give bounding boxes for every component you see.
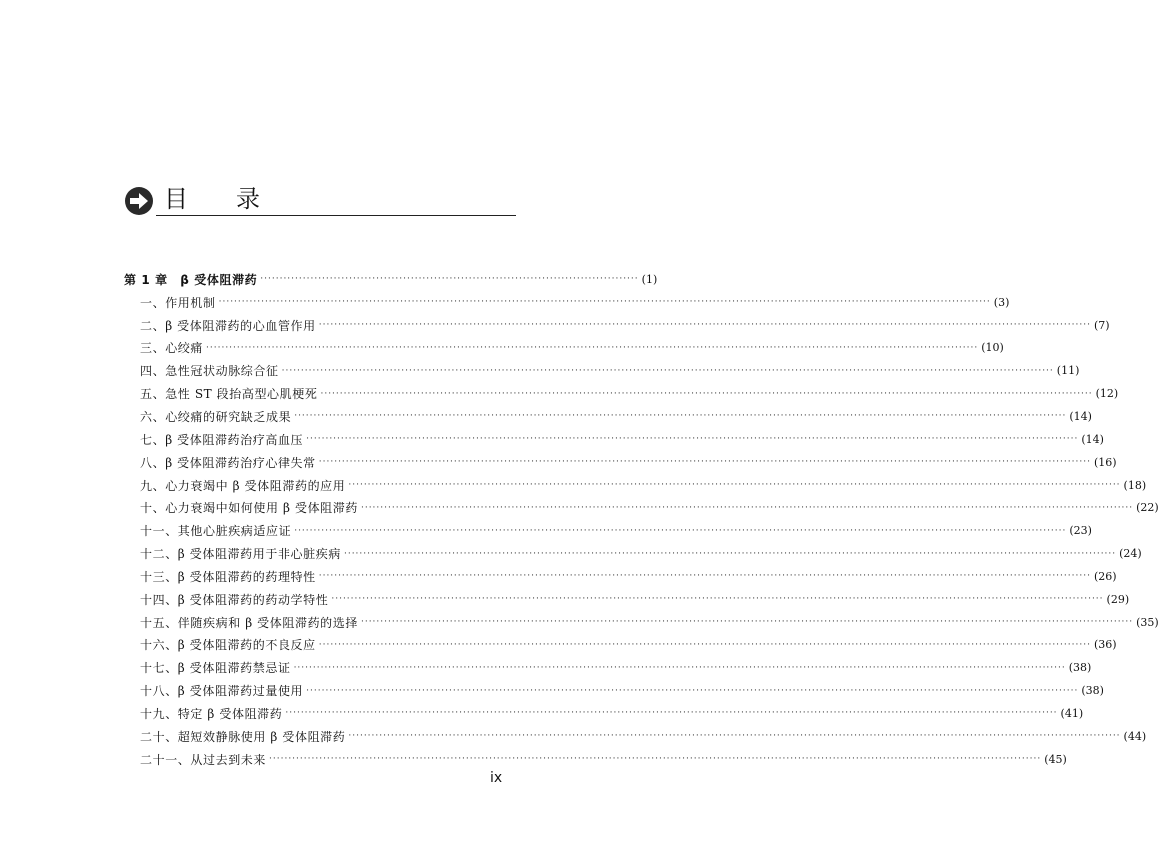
entry-label: 二十、超短效静脉使用 β 受体阻滞药 <box>140 729 346 744</box>
dot-leader: ········································································································································································································ <box>348 480 1121 491</box>
dot-leader: ········································································································································································································ <box>348 731 1121 742</box>
page-number: (12) <box>1095 387 1119 401</box>
toc-entry-row[interactable] <box>124 588 1130 611</box>
page-number: (16) <box>1093 455 1117 469</box>
toc-entry-row[interactable] <box>124 474 1147 497</box>
dot-leader: ········································································································································································································ <box>285 708 1058 719</box>
toc-entry-row[interactable] <box>124 314 1110 337</box>
dot-leader: ········································································································································································································ <box>331 594 1104 605</box>
page-number: (11) <box>1056 364 1080 378</box>
page-number: (24) <box>1119 547 1142 561</box>
toc-entry-row[interactable] <box>124 725 1147 748</box>
chapter-label: 第 1 章 β 受体阻滞药 <box>124 272 258 287</box>
entry-label: 十二、β 受体阻滞药用于非心脏疾病 <box>140 547 341 562</box>
toc-heading <box>124 184 516 218</box>
dot-leader: ········································································································································································································ <box>281 365 1054 376</box>
page-number: (18) <box>1123 478 1147 492</box>
entry-label: 二、β 受体阻滞药的心血管作用 <box>140 318 316 333</box>
page-number: (3) <box>993 295 1010 309</box>
dot-leader: ········································································································································································································ <box>269 754 1042 765</box>
entry-label: 一、作用机制 <box>140 295 216 310</box>
toc-list <box>124 268 1159 771</box>
toc-entry-row[interactable] <box>124 519 1092 542</box>
dot-leader: ········································································································································································································ <box>360 617 1134 628</box>
page-number: (7) <box>1093 318 1110 332</box>
toc-entry-row[interactable] <box>124 634 1117 657</box>
toc-entry-row[interactable] <box>124 679 1104 702</box>
entry-label: 七、β 受体阻滞药治疗高血压 <box>140 432 304 447</box>
entry-label: 五、急性 ST 段抬高型心肌梗死 <box>140 387 318 402</box>
entry-label: 十四、β 受体阻滞药的药动学特性 <box>140 592 329 607</box>
dot-leader: ········································································································································································································ <box>206 342 979 353</box>
dot-leader: ········································································································································································································ <box>318 457 1091 468</box>
heading-char-1: 目 <box>164 185 188 213</box>
page-number: (26) <box>1093 569 1117 583</box>
entry-label: 六、心绞痛的研究缺乏成果 <box>140 409 292 424</box>
dot-leader: ········································································································································································································ <box>218 297 991 308</box>
page-folio: ix <box>490 770 503 786</box>
toc-chapter-row[interactable] <box>124 268 658 291</box>
dot-leader: ········································································································································································································ <box>318 571 1091 582</box>
toc-entry-row[interactable] <box>124 428 1104 451</box>
toc-entry-row[interactable] <box>124 611 1159 634</box>
page-number: (41) <box>1060 706 1084 720</box>
entry-label: 十六、β 受体阻滞药的不良反应 <box>140 638 316 653</box>
heading-char-2: 录 <box>236 185 260 213</box>
entry-label: 十七、β 受体阻滞药禁忌证 <box>140 661 291 676</box>
dot-leader: ········································································································································································································ <box>343 548 1117 559</box>
entry-label: 十三、β 受体阻滞药的药理特性 <box>140 569 316 584</box>
page-number: (36) <box>1093 638 1117 652</box>
toc-entry-row[interactable] <box>124 565 1117 588</box>
page-number: (22) <box>1136 501 1159 515</box>
toc-entry-row[interactable] <box>124 702 1084 725</box>
entry-label: 十一、其他心脏疾病适应证 <box>140 524 292 539</box>
page-number: (10) <box>981 341 1004 355</box>
entry-label: 四、急性冠状动脉综合征 <box>140 364 279 379</box>
page-number: (14) <box>1069 409 1092 423</box>
page-number: (38) <box>1068 661 1092 675</box>
toc-entry-row[interactable] <box>124 291 1010 314</box>
dot-leader: ········································································································································································································ <box>318 639 1091 650</box>
entry-label: 八、β 受体阻滞药治疗心律失常 <box>140 455 316 470</box>
dot-leader: ········································································································································································································ <box>318 320 1091 331</box>
toc-entry-row[interactable] <box>124 359 1080 382</box>
toc-entry-row[interactable] <box>124 337 1004 360</box>
toc-entry-row[interactable] <box>124 748 1067 771</box>
page-number: (38) <box>1081 684 1104 698</box>
dot-leader: ········································································································································································································ <box>293 662 1066 673</box>
entry-label: 十、心力衰竭中如何使用 β 受体阻滞药 <box>140 501 358 516</box>
page-number: (1) <box>641 272 658 286</box>
entry-label: 二十一、从过去到未来 <box>140 752 267 767</box>
toc-entry-row[interactable] <box>124 496 1159 519</box>
page-number: (14) <box>1081 432 1104 446</box>
dot-leader: ········································································································································································································ <box>320 388 1093 399</box>
page-number: (29) <box>1106 592 1130 606</box>
page-number: (23) <box>1069 524 1092 538</box>
toc-entry-row[interactable] <box>124 405 1092 428</box>
entry-label: 九、心力衰竭中 β 受体阻滞药的应用 <box>140 478 346 493</box>
dot-leader: ········································································································································································································ <box>294 411 1067 422</box>
entry-label: 三、心绞痛 <box>140 341 204 356</box>
toc-entry-row[interactable] <box>124 451 1117 474</box>
toc-entry-row[interactable] <box>124 656 1092 679</box>
page-number: (45) <box>1044 752 1067 766</box>
entry-label: 十九、特定 β 受体阻滞药 <box>140 706 283 721</box>
page-number: (35) <box>1136 615 1159 629</box>
heading-rule <box>156 215 516 216</box>
page-number: (44) <box>1123 729 1147 743</box>
arrow-right-icon <box>124 186 154 216</box>
dot-leader: ········································································································································································································ <box>360 502 1134 513</box>
toc-entry-row[interactable] <box>124 542 1142 565</box>
toc-entry-row[interactable] <box>124 382 1119 405</box>
entry-label: 十五、伴随疾病和 β 受体阻滞药的选择 <box>140 615 358 630</box>
dot-leader: ········································································································································································································ <box>294 525 1067 536</box>
dot-leader: ········································································································································································································ <box>306 685 1079 696</box>
dot-leader: ·································································································· <box>260 274 639 285</box>
dot-leader: ········································································································································································································ <box>306 434 1079 445</box>
entry-label: 十八、β 受体阻滞药过量使用 <box>140 684 304 699</box>
